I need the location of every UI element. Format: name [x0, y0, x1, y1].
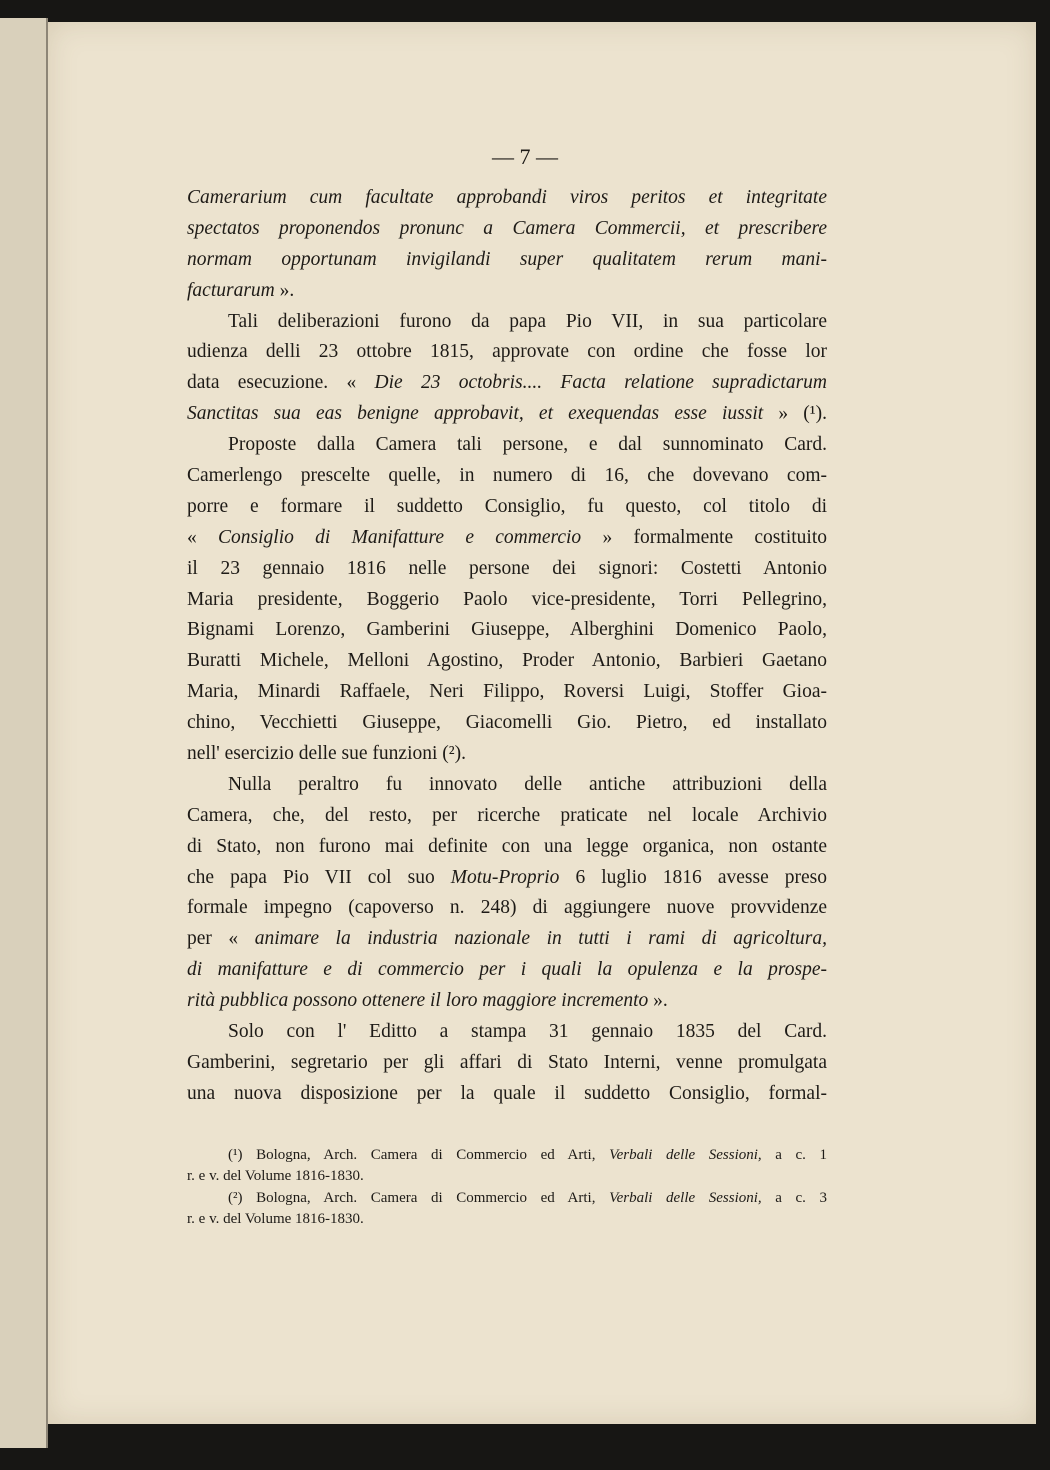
text-line	[187, 801, 827, 832]
text: » formalmente costituito	[581, 526, 827, 548]
italic-text: Consiglio di Manifatture e commercio	[218, 526, 582, 548]
text: Camera, che, del resto, per ricerche praticate nel locale Archivio	[187, 804, 827, 826]
italic-text: spectatos proponendos pronunc a Camera Commercii, et prescribere	[187, 217, 827, 239]
text-line	[187, 430, 827, 461]
text: Maria presidente, Boggerio Paolo vice-presidente, Torri Pellegrino,	[187, 588, 827, 610]
text-line	[187, 924, 827, 955]
text: (²) Bologna, Arch. Camera di Commercio ed Arti,	[228, 1189, 610, 1206]
footnote-line	[187, 1145, 827, 1166]
text: ».	[274, 279, 295, 301]
text: che papa Pio VII col suo	[187, 866, 451, 888]
text-line	[187, 399, 827, 430]
text: udienza delli 23 ottobre 1815, approvate con ordine che fosse lor	[187, 341, 827, 363]
text: Nulla peraltro fu innovato delle antiche attribuzioni della	[228, 773, 827, 795]
text-line	[187, 337, 827, 368]
text-line	[187, 461, 827, 492]
text: r. e v. del Volume 1816-1830.	[187, 1210, 364, 1227]
text: il 23 gennaio 1816 nelle persone dei signori: Costetti Antonio	[187, 557, 827, 579]
italic-text: rità pubblica possono ottenere il loro maggiore incremento	[187, 990, 649, 1012]
italic-text: normam opportunam invigilandi super qualitatem rerum mani-	[187, 248, 827, 270]
text: Camerlengo prescelte quelle, in numero di 16, che dovevano com-	[187, 465, 827, 487]
text-line	[187, 739, 827, 770]
text-line	[187, 183, 827, 214]
text-line	[187, 245, 827, 276]
footnote-line	[187, 1188, 827, 1209]
text: una nuova disposizione per la quale il suddetto Consiglio, formal-	[187, 1082, 827, 1104]
footnote-line	[187, 1166, 827, 1187]
text: Proposte dalla Camera tali persone, e dal sunnominato Card.	[228, 434, 827, 456]
text-line	[187, 214, 827, 245]
italic-text: di manifatture e di commercio per i quali la opulenza e la prospe-	[187, 959, 827, 981]
italic-text: Camerarium cum facultate approbandi viros peritos et integritate	[187, 187, 827, 208]
italic-text: facturarum	[187, 279, 275, 301]
footnotes	[187, 1145, 827, 1230]
text: Buratti Michele, Melloni Agostino, Proder Antonio, Barbieri Gaetano	[187, 650, 827, 672]
text-line	[187, 523, 827, 554]
text-line	[187, 615, 827, 646]
text: per «	[187, 928, 255, 950]
text-line	[187, 276, 827, 307]
text: formale impegno (capoverso n. 248) di aggiungere nuove provvidenze	[187, 897, 827, 919]
page-number: — 7 —	[492, 144, 558, 169]
text-line	[187, 492, 827, 523]
body-text	[187, 183, 827, 1110]
text: a c. 3	[761, 1189, 827, 1206]
text-line	[187, 646, 827, 677]
text-line	[187, 1048, 827, 1079]
italic-text: Sanctitas sua eas benigne approbavit, et exequendas esse iussit	[187, 403, 764, 425]
footnote-line	[187, 1209, 827, 1230]
text-line	[187, 1079, 827, 1110]
text-line	[187, 1017, 827, 1048]
text: di Stato, non furono mai definite con una legge organica, non ostante	[187, 835, 827, 857]
text: 6 luglio 1816 avesse preso	[559, 866, 827, 888]
text-line	[187, 863, 827, 894]
text-line	[187, 368, 827, 399]
text: (¹) Bologna, Arch. Camera di Commercio ed Arti,	[228, 1147, 610, 1163]
text-line	[187, 708, 827, 739]
italic-text: Verbali delle Sessioni,	[609, 1189, 762, 1206]
text: Maria, Minardi Raffaele, Neri Filippo, Roversi Luigi, Stoffer Gioa-	[187, 681, 827, 703]
text: nell' esercizio delle sue funzioni (²).	[187, 743, 466, 765]
text-line	[187, 554, 827, 585]
text-line	[187, 986, 827, 1017]
text: r. e v. del Volume 1816-1830.	[187, 1168, 364, 1185]
text-line	[187, 770, 827, 801]
text-line	[187, 307, 827, 338]
text: ».	[648, 990, 668, 1012]
text: » (¹).	[763, 403, 827, 425]
italic-text: Die 23 octobris.... Facta relatione supradictarum	[374, 372, 827, 394]
text-line	[187, 585, 827, 616]
text-line	[187, 893, 827, 924]
text: Gamberini, segretario per gli affari di Stato Interni, venne promulgata	[187, 1051, 827, 1073]
text: porre e formare il suddetto Consiglio, fu questo, col titolo di	[187, 495, 827, 517]
italic-text: animare la industria nazionale in tutti i rami di agricoltura,	[254, 928, 827, 950]
text-line	[187, 832, 827, 863]
text: Bignami Lorenzo, Gamberini Giuseppe, Alberghini Domenico Paolo,	[187, 619, 827, 641]
italic-text: Verbali delle Sessioni,	[609, 1147, 762, 1163]
text: a c. 1	[761, 1147, 827, 1163]
text: Tali deliberazioni furono da papa Pio VII, in sua particolare	[228, 310, 827, 332]
text: Solo con l' Editto a stampa 31 gennaio 1835 del Card.	[228, 1021, 827, 1043]
adjacent-page-edge	[0, 18, 48, 1448]
text-line	[187, 955, 827, 986]
text: «	[187, 526, 219, 548]
italic-text: Motu-Proprio	[450, 866, 560, 888]
text: data esecuzione. «	[187, 372, 375, 394]
text: chino, Vecchietti Giuseppe, Giacomelli Gio. Pietro, ed installato	[187, 712, 827, 734]
text-line	[187, 677, 827, 708]
